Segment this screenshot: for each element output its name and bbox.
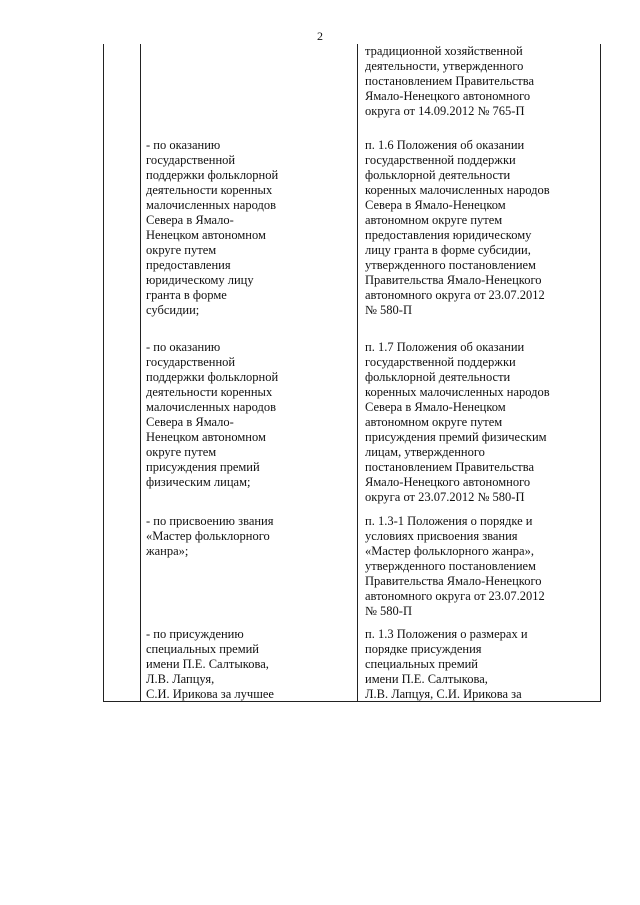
row-2-left-cell: - по оказанию государственной поддержки фольклорной деятельности коренных малочисленных народов Севера в Ямало- Ненецком автономном округе путем присуждения премий физическим лицам; bbox=[146, 340, 279, 489]
page-number: 2 bbox=[317, 29, 323, 43]
continuation-right-cell: традиционной хозяйственной деятельности, утвержденного постановлением Правительства Ямало-Ненецкого автономного округа от 14.09.2012 № 765-П bbox=[365, 44, 535, 118]
table-column-divider-2 bbox=[357, 44, 358, 701]
row-4-left-cell: - по присуждению специальных премий имени П.Е. Салтыкова, Л.В. Лапцуя, С.И. Ирикова за лучшее bbox=[146, 627, 274, 701]
row-1-left-cell: - по оказанию государственной поддержки фольклорной деятельности коренных малочисленных народов Севера в Ямало- Ненецком автономном округе путем предоставления юридическому лицу гранта в форме субсидии; bbox=[146, 138, 279, 317]
row-3-right-cell: п. 1.3-1 Положения о порядке и условиях присвоения звания «Мастер фольклорного жанра», утвержденного постановлением Правительства Ямало-Ненецкого автономного округа от 23.07.2012 № 580-П bbox=[365, 514, 545, 618]
table-column-divider-1 bbox=[140, 44, 141, 701]
row-1-right-cell: п. 1.6 Положения об оказании государственной поддержки фольклорной деятельности коренных малочисленных народов Севера в Ямало-Ненецком автономном округе путем предоставления юридическому лицу гранта в форме субсидии, утвержденного постановлением Правительства Ямало-Ненецкого автономного округа от 23.07.2012 № 580-П bbox=[365, 138, 550, 317]
row-2-right-cell: п. 1.7 Положения об оказании государственной поддержки фольклорной деятельности коренных малочисленных народов Севера в Ямало-Ненецком автономном округе путем присуждения премий физическим лицам, утвержденного постановлением Правительства Ямало-Ненецкого автономного округа от 23.07.2012 № 580-П bbox=[365, 340, 550, 504]
row-4-right-cell: п. 1.3 Положения о размерах и порядке присуждения специальных премий имени П.Е. Салтыкова, Л.В. Лапцуя, С.И. Ирикова за bbox=[365, 627, 528, 701]
row-3-left-cell: - по присвоению звания «Мастер фольклорного жанра»; bbox=[146, 514, 274, 558]
